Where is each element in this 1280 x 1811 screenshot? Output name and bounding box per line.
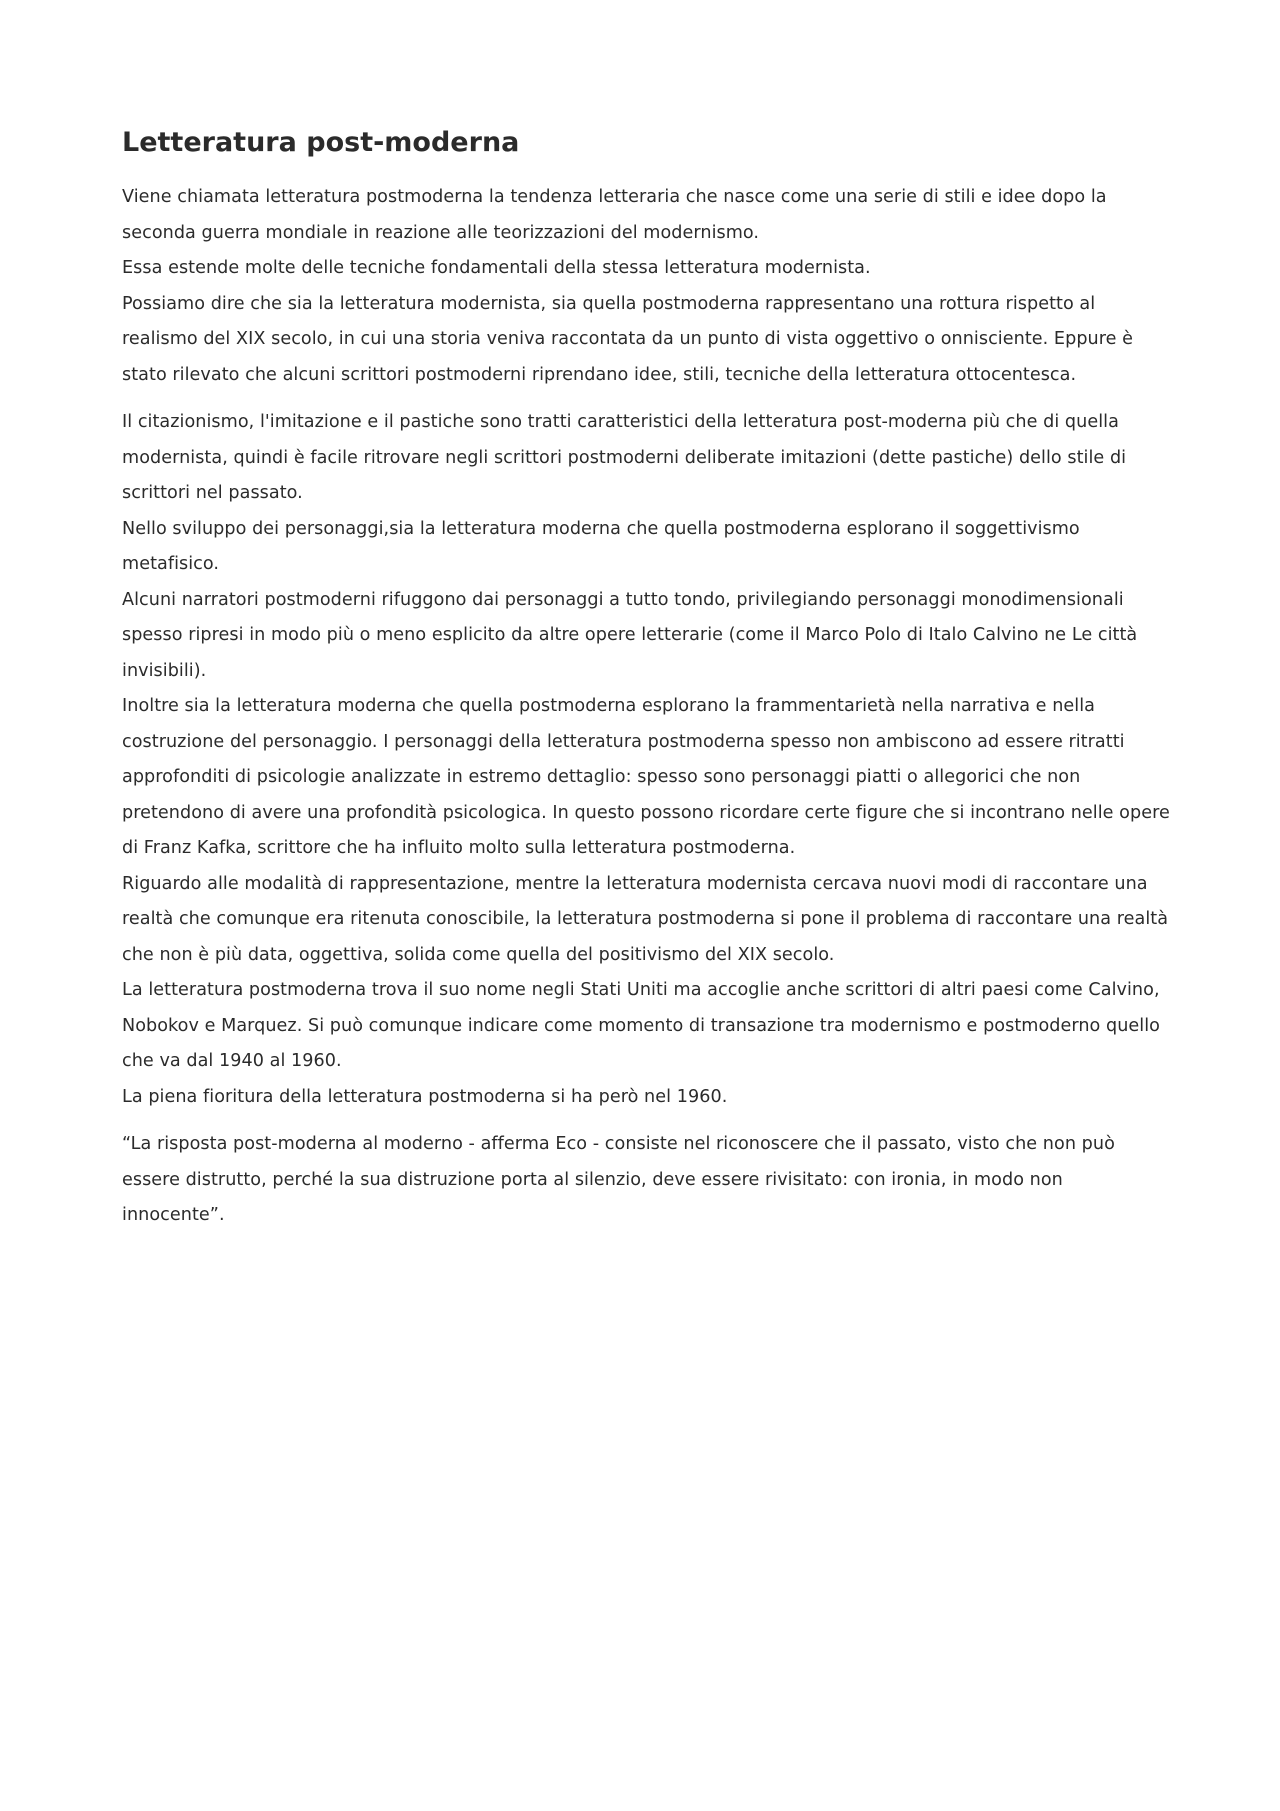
section-quote	[122, 1127, 1170, 1234]
paragraph: Inoltre sia la letteratura moderna che quella postmoderna esplorano la frammentarietà nella narrativa e nella costruzione del personaggio. I personaggi della letteratura postmoderna spesso non ambiscono ad essere ritratti approfonditi di psicologie analizzate in estremo dettaglio: spesso sono personaggi piatti o allegorici che non pretendono di avere una profondità psicologica. In questo possono ricordare certe figure che si incontrano nelle opere di Franz Kafka, scrittore che ha influito molto sulla letteratura postmoderna.	[122, 696, 1170, 858]
paragraph: La piena fioritura della letteratura postmoderna si ha però nel 1960.	[122, 1086, 728, 1107]
paragraph: Possiamo dire che sia la letteratura modernista, sia quella postmoderna rappresentano una rottura rispetto al realismo del XIX secolo, in cui una storia veniva raccontata da un punto di vista oggettivo o onnisciente. Eppure è stato rilevato che alcuni scrittori postmoderni riprendano idee, stili, tecniche della letteratura ottocentesca.	[122, 293, 1134, 385]
paragraph: Alcuni narratori postmoderni rifuggono dai personaggi a tutto tondo, privilegiando personaggi monodimensionali spesso ripresi in modo più o meno esplicito da altre opere letterarie (come il Marco Polo di Italo Calvino ne Le città invisibili).	[122, 589, 1138, 681]
paragraph: Nello sviluppo dei personaggi,sia la letteratura moderna che quella postmoderna esplorano il soggettivismo metafisico.	[122, 518, 1080, 574]
paragraph: La letteratura postmoderna trova il suo nome negli Stati Uniti ma accoglie anche scrittori di altri paesi come Calvino, Nobokov e Marquez. Si può comunque indicare come momento di transazione tra modernismo e postmoderno quello che va dal 1940 al 1960.	[122, 980, 1160, 1071]
section-intro	[122, 180, 1170, 393]
section-body	[122, 405, 1170, 1115]
quote-paragraph: “La risposta post-moderna al moderno - afferma Eco - consiste nel riconoscere che il passato, visto che non può essere distrutto, perché la sua distruzione porta al silenzio, deve essere rivisitato: con ironia, in modo non innocente”.	[122, 1134, 1115, 1225]
paragraph: Il citazionismo, l'imitazione e il pastiche sono tratti caratteristici della letteratura post-moderna più che di quella modernista, quindi è facile ritrovare negli scrittori postmoderni deliberate imitazioni (dette pastiche) dello stile di scrittori nel passato.	[122, 412, 1127, 503]
document-title: Letteratura post-moderna	[122, 127, 520, 158]
paragraph: Essa estende molte delle tecniche fondamentali della stessa letteratura modernista.	[122, 258, 871, 278]
paragraph: Riguardo alle modalità di rappresentazione, mentre la letteratura modernista cercava nuovi modi di raccontare una realtà che comunque era ritenuta conoscibile, la letteratura postmoderna si pone il problema di raccontare una realtà che non è più data, oggettiva, solida come quella del positivismo del XIX secolo.	[122, 873, 1169, 965]
paragraph: Viene chiamata letteratura postmoderna la tendenza letteraria che nasce come una serie di stili e idee dopo la seconda guerra mondiale in reazione alle teorizzazioni del modernismo.	[122, 187, 1107, 243]
